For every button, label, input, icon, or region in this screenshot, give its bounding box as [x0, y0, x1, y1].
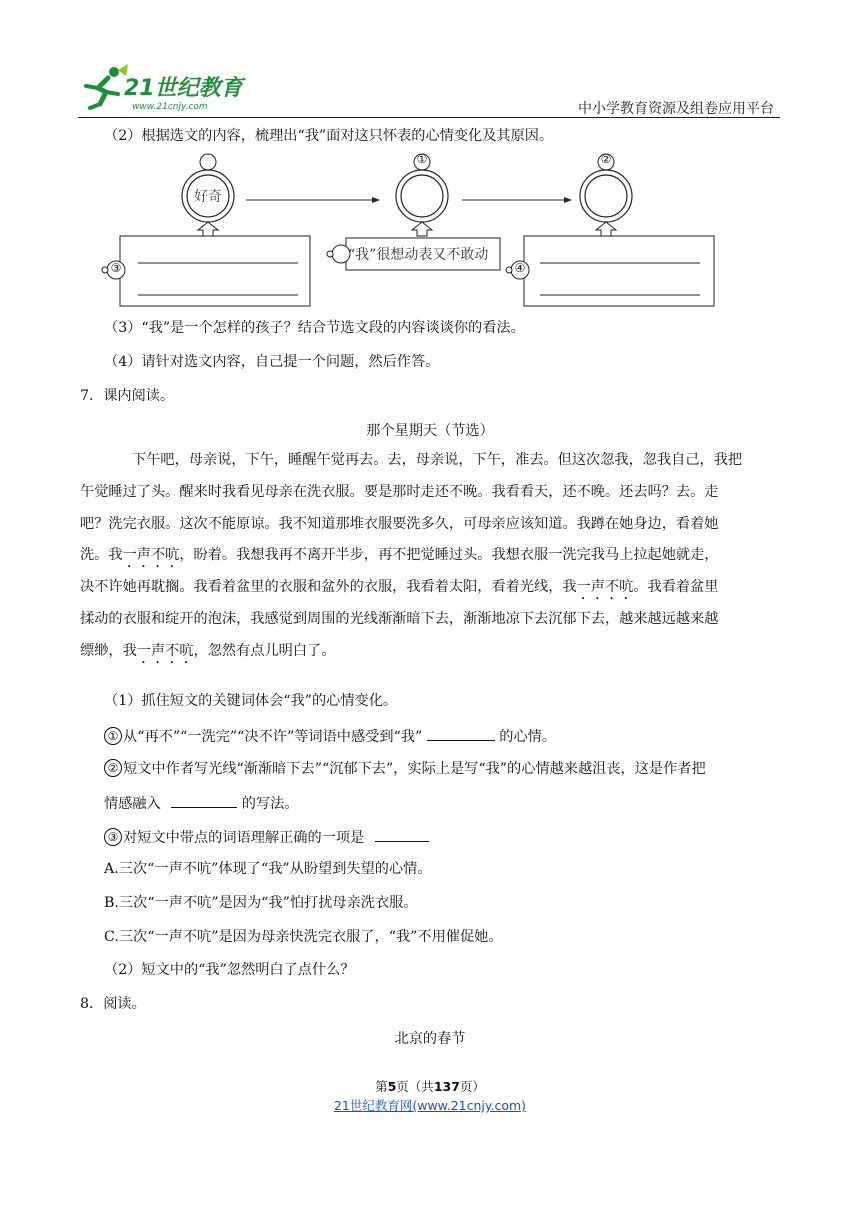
passage-line: 揉动的衣服和绽开的泡沫，我感觉到周围的光线渐渐暗下去，渐渐地凉下去沉郁下去，越来越远越来越	[80, 610, 719, 627]
q7-option-b[interactable]: B.三次“一声不吭”是因为“我”怕打扰母亲洗衣服。	[104, 895, 418, 911]
node-num-1: ①	[416, 152, 428, 166]
circled-num: ③	[104, 828, 122, 846]
q6-sub4: （4）请针对选文内容，自己提一个问题，然后作答。	[104, 354, 440, 370]
q7-option-c[interactable]: C.三次“一声不吭”是因为母亲快洗完衣服了，“我”不用催促她。	[104, 929, 503, 945]
mood-diagram	[100, 150, 720, 310]
passage-line: 吧？洗完衣服。这次不能原谅。我不知道那堆衣服要洗多久，可母亲应该知道。我蹲在她身边，看着她	[80, 515, 719, 532]
logo-url: www.21cnjy.com	[132, 102, 208, 112]
passage-line: 缥缈，我一声不吭，忽然有点儿明白了。	[80, 642, 336, 659]
box-num-3: ③	[110, 261, 122, 275]
dotted-word: 一声不吭	[136, 642, 194, 659]
q7-item1: ① 从“再不”“一洗完”“决不许”等词语中感受到“我” 的心情。	[104, 725, 556, 747]
circled-num: ①	[104, 727, 122, 745]
dotted-word: 一声不吭	[576, 579, 634, 596]
passage-line: 下午吧，母亲说，下午，睡醒午觉再去。去，母亲说，下午，准去。但这次忽我，忽我自己，我把	[132, 452, 743, 468]
passage-line: 午觉睡过了头。醒来时我看见母亲在洗衣服。要是那时走还不晚。我看看天，还不晚。还去吗？去。走	[80, 483, 719, 500]
q7-item3: ③ 对短文中带点的词语理解正确的一项是	[104, 826, 429, 848]
answer-blank[interactable]	[171, 792, 237, 808]
q7-passage-title: 那个星期天（节选）	[366, 423, 494, 439]
middle-reason-text: “我”很想动表又不敢动	[348, 247, 489, 263]
answer-blank[interactable]	[427, 725, 495, 741]
footer-link-wrap	[0, 1096, 860, 1114]
box-num-4: ④	[514, 261, 526, 275]
node-curious: 好奇	[194, 189, 222, 205]
dotted-word: 一声不吭	[122, 547, 180, 564]
q7-item2: ② 短文中作者写光线“渐渐暗下去”“沉郁下去”，实际上是写“我”的心情越来越沮丧，这是作者把	[104, 759, 706, 779]
q7-sub1: （1）抓住短文的关键词体会“我”的心情变化。	[104, 693, 398, 709]
footer-site-link[interactable]: 21世纪教育网(www.21cnjy.com)	[333, 1098, 527, 1113]
small-circle-empty	[200, 154, 216, 170]
header-logo	[78, 64, 258, 116]
q8-label: 8．阅读。	[80, 996, 146, 1012]
logo-text: 21世纪教育	[124, 76, 243, 101]
answer-blank[interactable]	[375, 826, 429, 842]
q7-passage	[80, 445, 785, 668]
header-rule	[78, 117, 780, 118]
header-platform-text: 中小学教育资源及组卷应用平台	[578, 101, 774, 117]
q7-item2-cont: 情感融入 的写法。	[104, 792, 299, 814]
passage-line: 洗。我一声不吭，盼着。我想我再不离开半步，再不把觉睡过头。我想衣服一洗完我马上拉起她就走，	[80, 547, 719, 564]
q8-passage-title: 北京的春节	[394, 1031, 466, 1047]
runner-logo-icon	[78, 64, 130, 112]
q6-sub2: （2）根据选文的内容，梳理出“我”面对这只怀表的心情变化及其原因。	[104, 128, 554, 144]
q7-option-a[interactable]: A.三次“一声不吭”体现了“我”从盼望到失望的心情。	[104, 861, 432, 877]
q6-sub3: （3）“我”是一个怎样的孩子？结合节选文段的内容谈谈你的看法。	[104, 320, 525, 336]
node-num-2: ②	[600, 152, 612, 166]
q7-label: 7．课内阅读。	[80, 388, 175, 404]
page-number: 第5页（共137页）	[375, 1079, 485, 1094]
circled-num: ②	[104, 759, 122, 777]
q7-sub2: （2）短文中的“我”忽然明白了点什么？	[104, 962, 355, 978]
passage-line: 决不许她再耽搁。我看着盆里的衣服和盆外的衣服，我看着太阳，看着光线，我一声不吭。我看着盆里	[80, 579, 719, 596]
